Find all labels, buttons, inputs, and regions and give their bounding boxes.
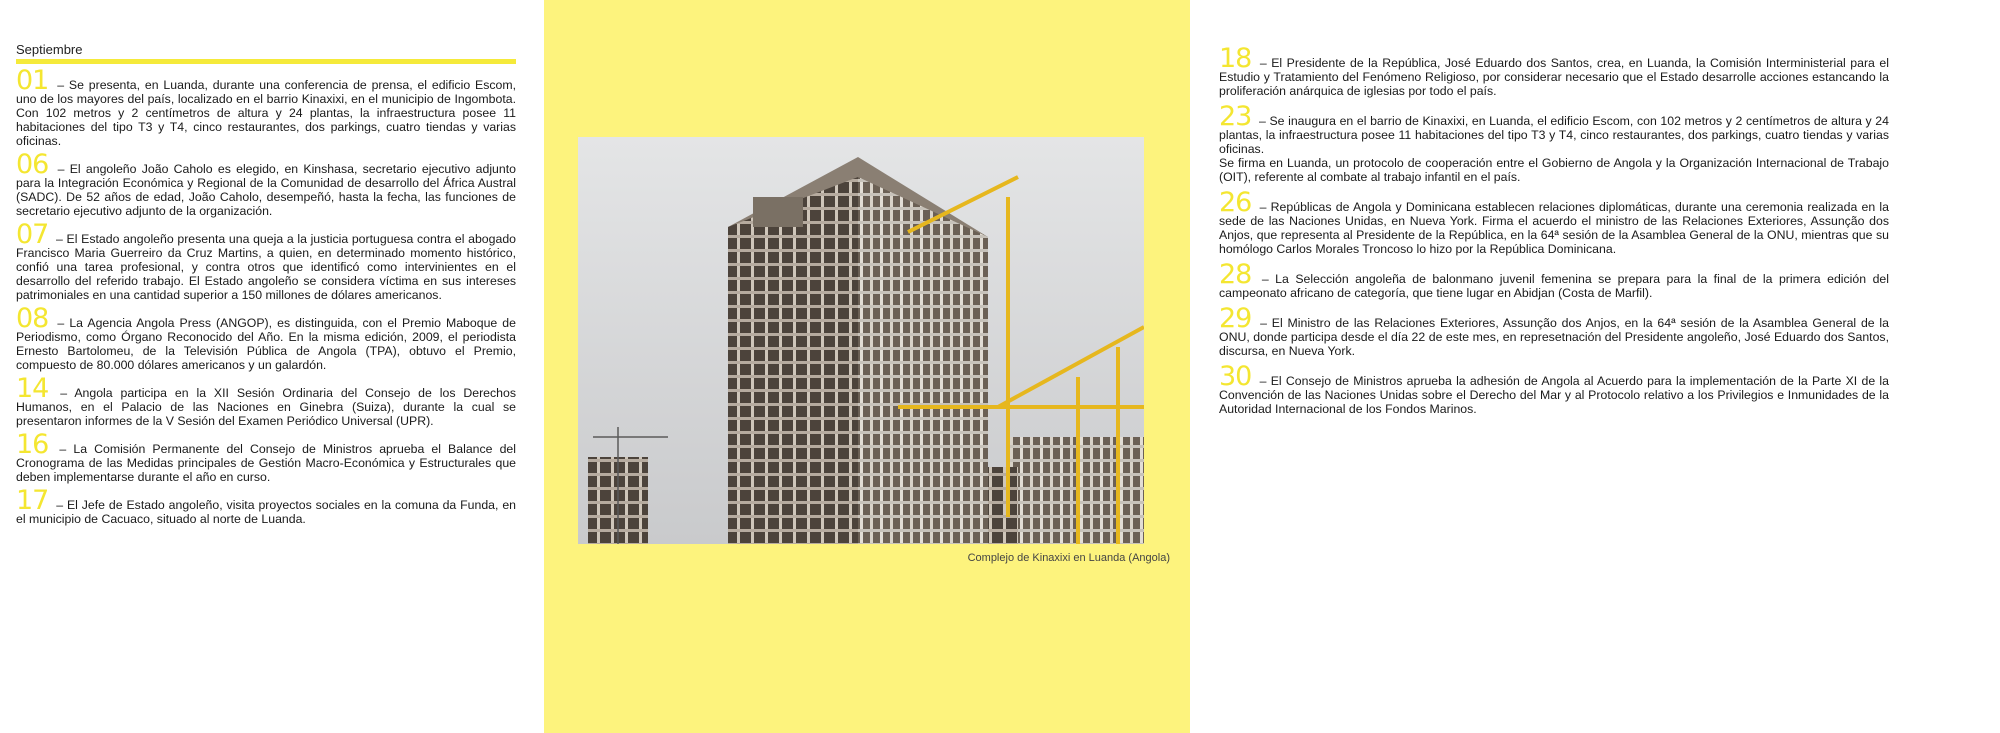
- day-number: 08: [16, 303, 49, 334]
- entry-07: [16, 219, 516, 302]
- day-number: 14: [16, 373, 49, 404]
- entry-text: – Se inaugura en el barrio de Kinaxixi, en Luanda, el edificio Escom, con 102 metros y 2 centímetros de altura y 24 plantas, la infraestructura posee 11 habitaciones del tipo T3 y T4, cinco restaurantes, dos parkings, cuatro tiendas y varias oficinas.: [1219, 114, 1889, 156]
- entry-29: [1219, 303, 1889, 358]
- entry-text: – La Comisión Permanente del Consejo de Ministros aprueba el Balance del Cronograma de las Medidas principales de Gestión Macro-Económica y Estructurales que deben implementarse durante el año en curso.: [16, 442, 516, 484]
- entry-text: – La Selección angoleña de balonmano juvenil femenina se prepara para la final de la primera edición del campeonato africano de categoría, que tiene lugar en Abidjan (Costa de Marfil).: [1219, 272, 1889, 300]
- entry-01: [16, 65, 516, 148]
- construction-image: [578, 137, 1144, 544]
- entry-16: [16, 429, 516, 484]
- entry-text: – Se presenta, en Luanda, durante una conferencia de prensa, el edificio Escom, uno de los mayores del país, localizado en el barrio Kinaxixi, en el municipio de Ingombota. Con 102 metros y 2 centímetros de altura y 24 plantas, la infraestructura posee 11 habitaciones del tipo T3 y T4, cinco restaurantes, dos parkings, cuatro tiendas y varias oficinas.: [16, 78, 516, 148]
- left-column: [16, 0, 516, 526]
- day-number: 30: [1219, 361, 1252, 392]
- photo-caption: Complejo de Kinaxixi en Luanda (Angola): [967, 552, 1170, 564]
- building-photo: [578, 137, 1144, 544]
- day-number: 18: [1219, 43, 1252, 74]
- month-heading: Septiembre: [16, 42, 516, 64]
- day-number: 07: [16, 219, 49, 250]
- entry-06: [16, 149, 516, 218]
- entry-26: [1219, 187, 1889, 256]
- entry-text-extra: Se firma en Luanda, un protocolo de cooperación entre el Gobierno de Angola y la Organización Internacional de Trabajo (OIT), referente al combate al trabajo infantil en el país.: [1219, 156, 1889, 184]
- day-number: 26: [1219, 187, 1252, 218]
- entry-text: – El Estado angoleño presenta una queja a la justicia portuguesa contra el abogado Francisco Maria Guerreiro da Cruz Martins, a quien, en determinado momento histórico, confió una tarea profesional, y contra otros que identificó como intervinientes en el desarrollo del referido trabajo. El Estado angoleño se considera víctima en sus intereses patrimoniales en una cantidad superior a 150 millones de dólares americanos.: [16, 232, 516, 302]
- entry-08: [16, 303, 516, 372]
- entry-23: [1219, 101, 1889, 184]
- entry-text: – El Jefe de Estado angoleño, visita proyectos sociales en la comuna da Funda, en el municipio de Cacuaco, situado al norte de Luanda.: [16, 498, 516, 526]
- entry-28: [1219, 259, 1889, 300]
- day-number: 23: [1219, 101, 1252, 132]
- day-number: 16: [16, 429, 49, 460]
- entry-text: – El Ministro de las Relaciones Exteriores, Assunção dos Anjos, en la 64ª sesión de la Asamblea General de la ONU, donde participa desde el día 22 de este mes, en represetnación del Presidente angoleño, José Eduardo dos Santos, discursa, en Nueva York.: [1219, 316, 1889, 358]
- entry-14: [16, 373, 516, 428]
- entry-text: – El angoleño João Caholo es elegido, en Kinshasa, secretario ejecutivo adjunto para la Integración Económica y Regional de la Comunidad de desarrollo del África Austral (SADC). De 52 años de edad, João Caholo, desempeñó, hasta la fecha, las funciones de secretario ejecutivo adjunto de la organización.: [16, 162, 516, 218]
- day-number: 29: [1219, 303, 1252, 334]
- day-number: 28: [1219, 259, 1252, 290]
- entry-text: – Repúblicas de Angola y Dominicana establecen relaciones diplomáticas, durante una ceremonia realizada en la sede de las Naciones Unidas, en Nueva York. Firma el acuerdo el ministro de las Relaciones Exteriores, Assunção dos Anjos, que representa al Presidente de la República, en la 64ª sesión de la Asamblea General de la ONU, mientras que su homólogo Carlos Morales Troncoso lo hizo por la República Dominicana.: [1219, 200, 1889, 256]
- entry-text: – La Agencia Angola Press (ANGOP), es distinguida, con el Premio Maboque de Periodismo, como Órgano Reconocido del Año. En la misma edición, 2009, el periodista Ernesto Bartolomeu, de la Televisión Pública de Angola (TPA), obtuvo el Premio, compuesto de 80.000 dólares americanos y un galardón.: [16, 316, 516, 372]
- photo-panel: [544, 0, 1190, 733]
- day-number: 17: [16, 485, 49, 516]
- entry-30: [1219, 361, 1889, 416]
- entry-18: [1219, 43, 1889, 98]
- right-column: [1219, 0, 1889, 416]
- day-number: 01: [16, 65, 49, 96]
- entry-text: – El Consejo de Ministros aprueba la adhesión de Angola al Acuerdo para la implementación de la Parte XI de la Convención de las Naciones Unidas sobre el Derecho del Mar y al Protocolo relativo a los Privilegios e Inmunidades de la Autoridad Internacional de los Fondos Marinos.: [1219, 374, 1889, 416]
- entry-text: – El Presidente de la República, José Eduardo dos Santos, crea, en Luanda, la Comisión Interministerial para el Estudio y Tratamiento del Fenómeno Religioso, por considerar necesario que el Estado desarrolle acciones estancando la proliferación anárquica de iglesias por todo el país.: [1219, 56, 1889, 98]
- day-number: 06: [16, 149, 49, 180]
- entry-17: [16, 485, 516, 526]
- entry-text: – Angola participa en la XII Sesión Ordinaria del Consejo de los Derechos Humanos, en el Palacio de las Naciones en Ginebra (Suiza), durante la cual se presentaron informes de la V Sesión del Examen Periódico Universal (UPR).: [16, 386, 516, 428]
